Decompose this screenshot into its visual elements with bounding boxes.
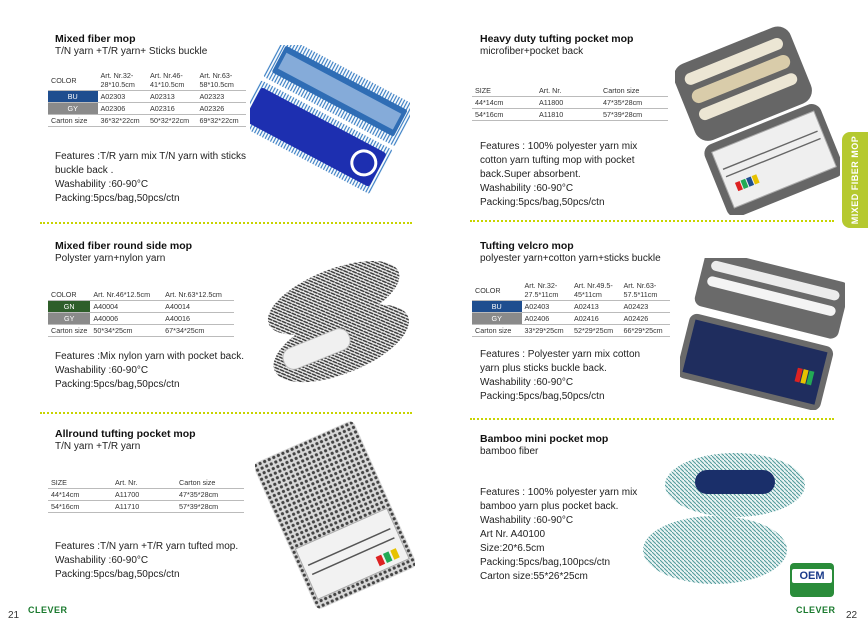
brand-logo xyxy=(28,605,68,615)
table-cell: A02403 xyxy=(522,301,572,313)
feature-line: Washability :60-90°C xyxy=(55,555,149,566)
table-cell: A02423 xyxy=(621,301,671,313)
table-cell: A40006 xyxy=(90,313,162,325)
table-header: SIZE xyxy=(48,477,112,489)
product-title: Allround tufting pocket mop xyxy=(55,428,196,440)
table-header: Art. Nr.63*12.5cm xyxy=(162,289,234,301)
table-cell: A02416 xyxy=(571,313,621,325)
feature-line: Features :Mix nylon yarn with pocket back. xyxy=(55,351,244,362)
color-swatch-blue: BU xyxy=(472,301,522,313)
table-cell: 69*32*22cm xyxy=(197,115,247,127)
table-cell: 52*29*25cm xyxy=(571,325,621,337)
feature-line: Packing:5pcs/bag,50pcs/ctn xyxy=(480,391,605,402)
features-block xyxy=(480,348,640,404)
table-cell: A02406 xyxy=(522,313,572,325)
spec-table xyxy=(472,85,668,121)
color-swatch-green: GN xyxy=(48,301,90,313)
color-swatch-blue: BU xyxy=(48,91,98,103)
table-header: SIZE xyxy=(472,85,536,97)
oem-badge-label: OEM xyxy=(792,569,832,583)
table-header: Carton size xyxy=(600,85,668,97)
feature-line: cotton yarn tufting mop with pocket xyxy=(480,155,635,166)
table-cell: A02306 xyxy=(98,103,148,115)
feature-line: back.Super absorbent. xyxy=(480,169,581,180)
feature-line: Packing:5pcs/bag,50pcs/ctn xyxy=(55,569,180,580)
product-title: Tufting velcro mop xyxy=(480,240,574,252)
table-header: COLOR xyxy=(48,289,90,301)
color-swatch-gray: GY xyxy=(472,313,522,325)
feature-line: Washability :60-90°C xyxy=(480,377,574,388)
table-header: Art. Nr. xyxy=(536,85,600,97)
spec-table xyxy=(48,289,234,337)
product-subtitle: T/N yarn +T/R yarn xyxy=(55,441,141,452)
table-cell: 54*16cm xyxy=(472,109,536,121)
table-cell: A11800 xyxy=(536,97,600,109)
feature-line: Packing:5pcs/bag,50pcs/ctn xyxy=(480,197,605,208)
feature-line: Washability :60-90°C xyxy=(480,183,574,194)
table-cell: A02426 xyxy=(621,313,671,325)
product-image-bamboo-mop xyxy=(640,440,810,590)
section-divider xyxy=(470,418,834,420)
spec-table xyxy=(48,70,246,127)
feature-line: Carton size:55*26*25cm xyxy=(480,571,588,582)
table-cell: 66*29*25cm xyxy=(621,325,671,337)
table-header: Art. Nr.32-27.5*11cm xyxy=(522,280,572,301)
feature-line: Art Nr. A40100 xyxy=(480,529,546,540)
table-cell: Carton size xyxy=(48,115,98,127)
category-tab-label: MIXED FIBER MOP xyxy=(850,135,860,225)
feature-line: Packing:5pcs/bag,50pcs/ctn xyxy=(55,193,180,204)
feature-line: yarn plus sticks buckle back. xyxy=(480,363,607,374)
product-image-round-mop xyxy=(258,248,418,396)
section-divider xyxy=(40,412,412,414)
section-divider xyxy=(40,222,412,224)
features-block xyxy=(480,486,637,584)
table-cell: 47*35*28cm xyxy=(176,489,244,501)
table-cell: 50*32*22cm xyxy=(147,115,197,127)
product-title: Bamboo mini pocket mop xyxy=(480,433,609,445)
table-header: Art. Nr. xyxy=(112,477,176,489)
product-subtitle: T/N yarn +T/R yarn+ Sticks buckle xyxy=(55,46,208,57)
table-cell: 33*29*25cm xyxy=(522,325,572,337)
feature-line: Features :T/R yarn mix T/N yarn with sticks xyxy=(55,151,246,162)
feature-line: Features : Polyester yarn mix cotton xyxy=(480,349,641,360)
table-header: COLOR xyxy=(48,70,98,91)
page-number: 21 xyxy=(8,610,20,621)
table-cell: A02413 xyxy=(571,301,621,313)
table-cell: 57*39*28cm xyxy=(176,501,244,513)
table-header: Art. Nr.49.5-45*11cm xyxy=(571,280,621,301)
table-header: Art. Nr.46-41*10.5cm xyxy=(147,70,197,91)
features-block xyxy=(480,140,637,210)
feature-line: bamboo yarn plus pocket back. xyxy=(480,501,619,512)
table-cell: A02313 xyxy=(147,91,197,103)
table-header: Art. Nr.32-28*10.5cm xyxy=(98,70,148,91)
feature-line: Washability :60-90°C xyxy=(55,179,149,190)
section-divider xyxy=(470,220,834,222)
table-cell: A40014 xyxy=(162,301,234,313)
table-cell: A11710 xyxy=(112,501,176,513)
table-cell: Carton size xyxy=(48,325,90,337)
table-cell: A11700 xyxy=(112,489,176,501)
features-block xyxy=(55,150,246,206)
color-swatch-gray: GY xyxy=(48,103,98,115)
feature-line: Washability :60-90°C xyxy=(55,365,149,376)
product-image-blue-mop xyxy=(250,45,410,195)
color-swatch-gray: GY xyxy=(48,313,90,325)
table-header: Art. Nr.63-58*10.5cm xyxy=(197,70,247,91)
table-cell: A02326 xyxy=(197,103,247,115)
category-tab xyxy=(842,132,868,228)
table-cell: A02303 xyxy=(98,91,148,103)
table-cell: 36*32*22cm xyxy=(98,115,148,127)
table-header: Art. Nr.46*12.5cm xyxy=(90,289,162,301)
product-image-velcro-mop xyxy=(680,258,845,410)
table-header: Art. Nr.63-57.5*11cm xyxy=(621,280,671,301)
logo-text: CLEVER xyxy=(28,605,68,615)
product-image-heavy-duty-mop xyxy=(675,25,840,215)
table-cell: A02323 xyxy=(197,91,247,103)
product-subtitle: bamboo fiber xyxy=(480,446,539,457)
page-number: 22 xyxy=(846,610,858,621)
product-subtitle: polyester yarn+cotton yarn+sticks buckle xyxy=(480,253,661,264)
table-cell: 57*39*28cm xyxy=(600,109,668,121)
table-cell: Carton size xyxy=(472,325,522,337)
product-title: Heavy duty tufting pocket mop xyxy=(480,33,634,45)
feature-line: Size:20*6.5cm xyxy=(480,543,545,554)
logo-text: CLEVER xyxy=(796,605,836,615)
features-block xyxy=(55,350,244,392)
product-title: Mixed fiber round side mop xyxy=(55,240,193,252)
table-cell: 67*34*25cm xyxy=(162,325,234,337)
product-subtitle: Polyster yarn+nylon yarn xyxy=(55,253,166,264)
spec-table xyxy=(48,477,244,513)
table-header: COLOR xyxy=(472,280,522,301)
feature-line: Packing:5pcs/bag,50pcs/ctn xyxy=(55,379,180,390)
feature-line: Features : 100% polyester yarn mix xyxy=(480,141,638,152)
product-title: Mixed fiber mop xyxy=(55,33,136,45)
feature-line: Washability :60-90°C xyxy=(480,515,574,526)
table-cell: 44*14cm xyxy=(472,97,536,109)
feature-line: buckle back . xyxy=(55,165,114,176)
table-cell: 47*35*28cm xyxy=(600,97,668,109)
table-cell: 54*16cm xyxy=(48,501,112,513)
table-cell: A11810 xyxy=(536,109,600,121)
feature-line: Packing:5pcs/bag,100pcs/ctn xyxy=(480,557,611,568)
table-cell: A40016 xyxy=(162,313,234,325)
table-cell: 50*34*25cm xyxy=(90,325,162,337)
product-subtitle: microfiber+pocket back xyxy=(480,46,584,57)
feature-line: Features : 100% polyester yarn mix xyxy=(480,487,638,498)
feature-line: Features :T/N yarn +T/R yarn tufted mop. xyxy=(55,541,239,552)
table-cell: A02316 xyxy=(147,103,197,115)
table-cell: 44*14cm xyxy=(48,489,112,501)
spec-table xyxy=(472,280,670,337)
oem-badge xyxy=(790,563,834,597)
features-block xyxy=(55,540,238,582)
product-image-tufting-mop xyxy=(255,420,415,610)
table-header: Carton size xyxy=(176,477,244,489)
table-cell: A40004 xyxy=(90,301,162,313)
brand-logo xyxy=(796,605,836,615)
oem-badge-bg xyxy=(790,563,834,597)
